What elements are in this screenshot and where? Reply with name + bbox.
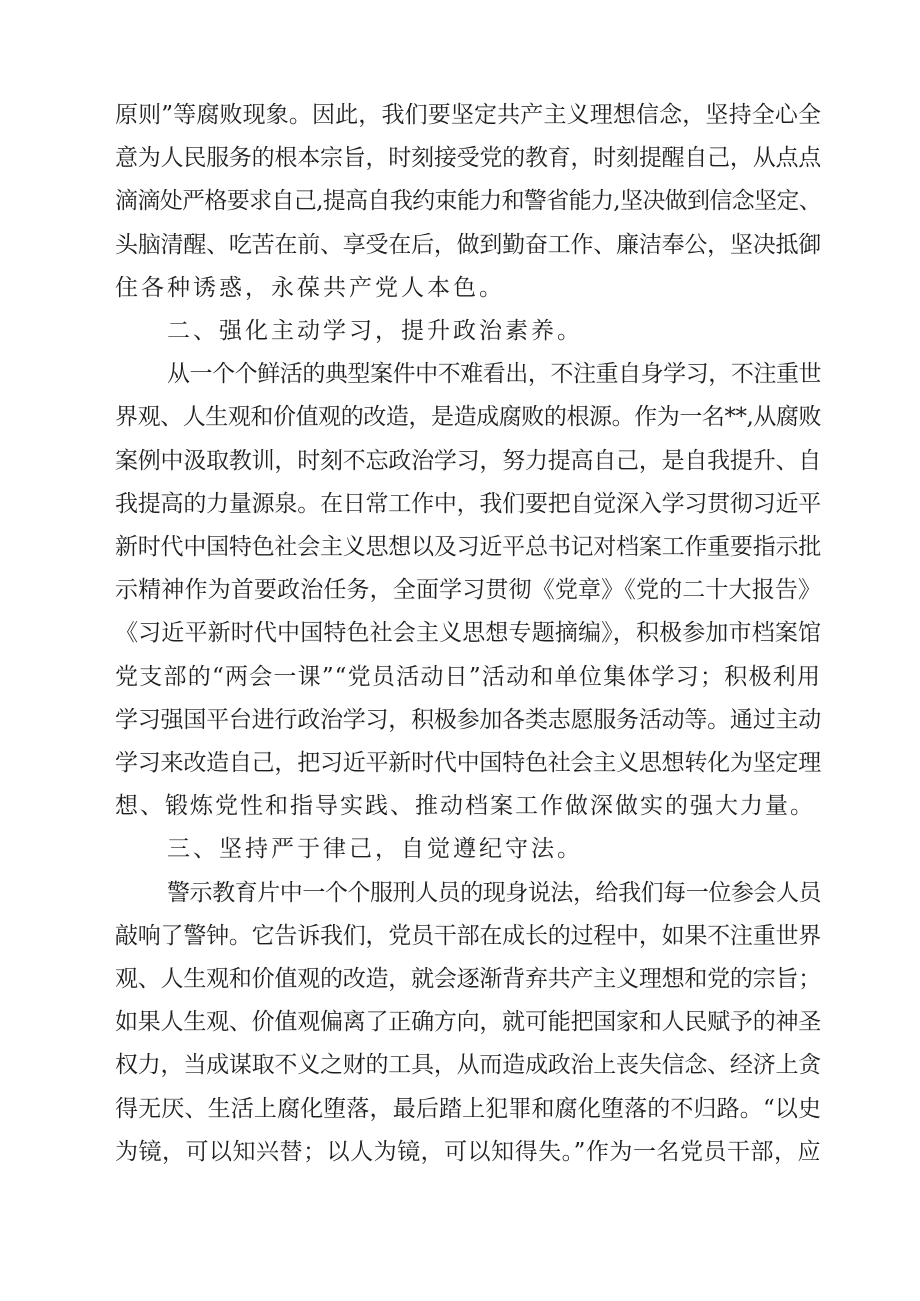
text-line: 我提高的力量源泉。在日常工作中，我们要把自觉深入学习贯彻习近平 — [115, 490, 821, 517]
text-line: 滴滴处严格要求自己,提高自我约束能力和警省能力,坚决做到信念坚定、 — [115, 188, 821, 215]
text-line: 《习近平新时代中国特色社会主义思想专题摘编》，积极参加市档案馆 — [115, 620, 821, 647]
text-line: 想、锻炼党性和指导实践、推动档案工作做深做实的强大力量。 — [115, 793, 815, 820]
text-line: 得无厌、生活上腐化堕落，最后踏上犯罪和腐化堕落的不归路。“以史 — [115, 1095, 821, 1122]
document-body — [115, 94, 821, 1174]
text-line: 为镜，可以知兴替；以人为镜，可以知得失。”作为一名党员干部，应 — [115, 1138, 821, 1165]
text-line: 敲响了警钟。它告诉我们，党员干部在成长的过程中，如果不注重世界 — [115, 922, 821, 949]
section-heading: 三、坚持严于律己，自觉遵纪守法。 — [167, 836, 583, 863]
text-line: 权力，当成谋取不义之财的工具，从而造成政治上丧失信念、经济上贪 — [115, 1052, 821, 1079]
text-line: 示精神作为首要政治任务，全面学习贯彻《党章》《党的二十大报告》 — [115, 577, 821, 604]
text-line: 原则”等腐败现象。因此，我们要坚定共产主义理想信念，坚持全心全 — [115, 102, 821, 128]
text-line: 意为人民服务的根本宗旨，时刻接受党的教育，时刻提醒自己，从点点 — [115, 145, 821, 172]
text-line: 学习来改造自己，把习近平新时代中国特色社会主义思想转化为坚定理 — [115, 750, 821, 777]
text-line: 观、人生观和价值观的改造，就会逐渐背弃共产主义理想和党的宗旨； — [115, 966, 821, 993]
text-line: 党支部的“两会一课”“党员活动日”活动和单位集体学习；积极利用 — [115, 663, 821, 690]
text-line: 从一个个鲜活的典型案件中不难看出，不注重自身学习，不注重世 — [167, 361, 821, 388]
text-line: 新时代中国特色社会主义思想以及习近平总书记对档案工作重要指示批 — [115, 534, 821, 561]
section-heading: 二、强化主动学习，提升政治素养。 — [167, 318, 583, 345]
text-line: 警示教育片中一个个服刑人员的现身说法，给我们每一位参会人员 — [167, 879, 821, 906]
text-line: 如果人生观、价值观偏离了正确方向，就可能把国家和人民赋予的神圣 — [115, 1009, 821, 1036]
text-line: 住各种诱惑，永葆共产党人本色。 — [115, 274, 505, 301]
text-line: 学习强国平台进行政治学习，积极参加各类志愿服务活动等。通过主动 — [115, 706, 821, 733]
text-line: 界观、人生观和价值观的改造，是造成腐败的根源。作为一名**,从腐败 — [115, 404, 821, 431]
text-line: 头脑清醒、吃苦在前、享受在后，做到勤奋工作、廉洁奉公，坚决抵御 — [115, 231, 821, 258]
text-line: 案例中汲取教训，时刻不忘政治学习，努力提高自己，是自我提升、自 — [115, 447, 821, 474]
